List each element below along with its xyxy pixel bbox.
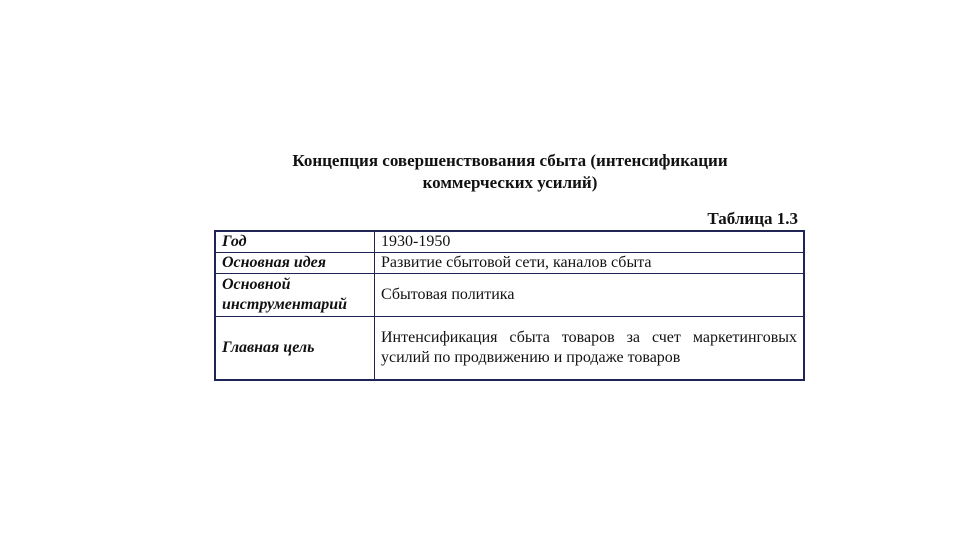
row-value: Сбытовая политика [375,274,805,317]
document-title [214,150,806,194]
table-label: Таблица 1.3 [707,209,798,228]
table-row [215,274,804,317]
table-row [215,253,804,274]
row-value: Развитие сбытовой сети, каналов сбыта [375,253,805,274]
title-line-2: коммерческих усилий) [422,173,598,192]
row-key: Главная цель [215,317,375,381]
row-key: Год [215,231,375,253]
row-key: Основная идея [215,253,375,274]
concept-table [214,230,805,381]
table-row [215,317,804,381]
row-value: Интенсификация сбыта товаров за счет маркетинговых усилий по продвижению и продаже товаров [375,317,805,381]
title-line-1: Концепция совершенствования сбыта (интенсификации [292,151,728,170]
table-row [215,231,804,253]
row-value: 1930-1950 [375,231,805,253]
row-key: Основной инструментарий [215,274,375,317]
